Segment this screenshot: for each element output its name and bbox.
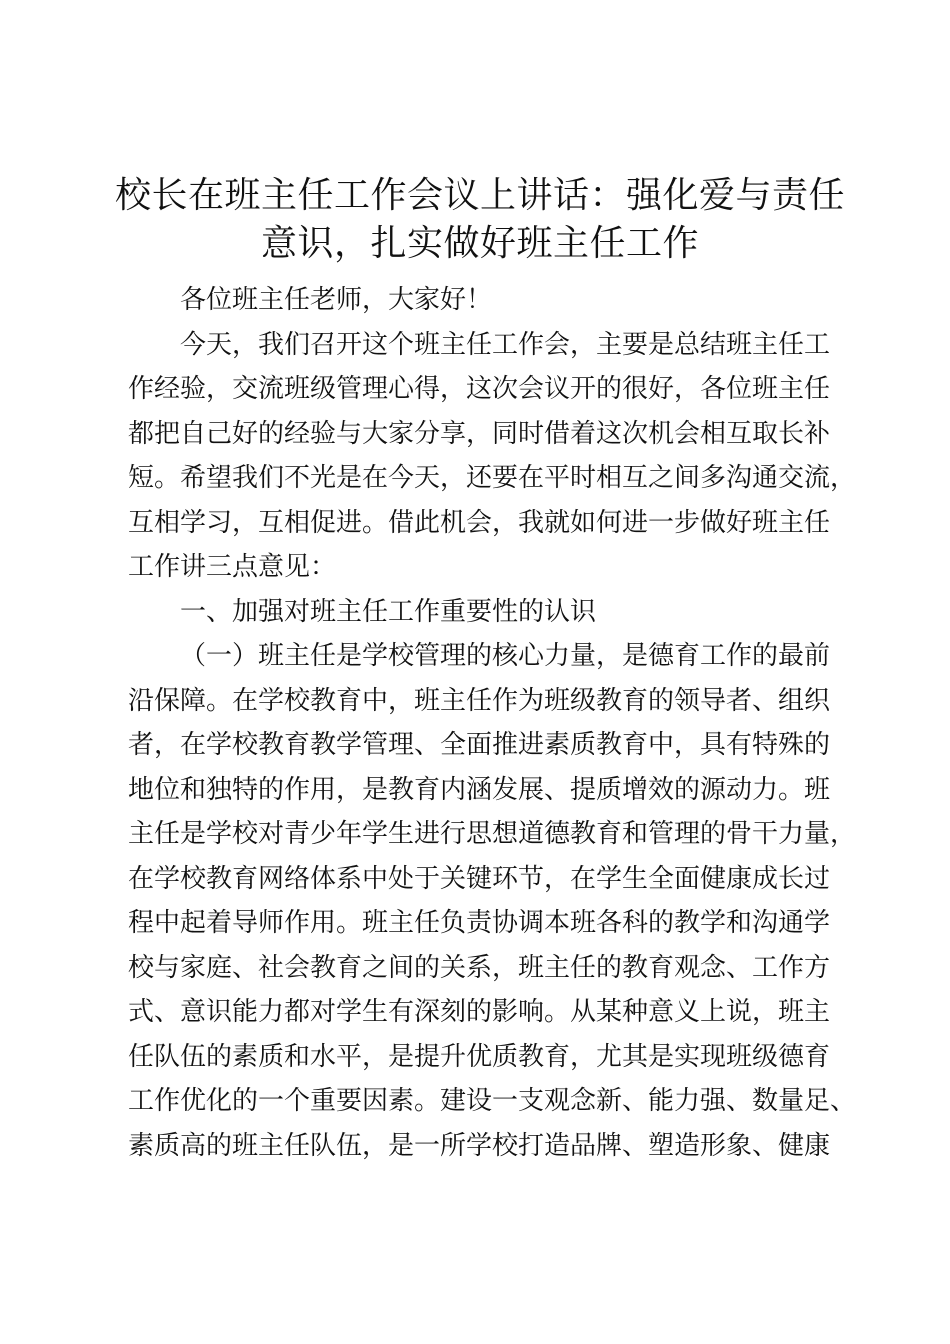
paragraph-1-line: 工作讲三点意见： — [128, 552, 337, 582]
document-title — [110, 172, 850, 268]
title-line-2: 意识，扎实做好班主任工作 — [260, 223, 699, 264]
paragraph-1-line: 短。希望我们不光是在今天，还要在平时相互之间多沟通交流， — [128, 463, 857, 493]
paragraph-2-line: 地位和独特的作用，是教育内涵发展、提质增效的源动力。班 — [128, 774, 831, 805]
paragraph-1-line: 作经验，交流班级管理心得，这次会议开的很好，各位班主任 — [128, 374, 831, 404]
salutation: 各位班主任老师，大家好！ — [180, 285, 493, 315]
paragraph-2-line: 校与家庭、社会教育之间的关系，班主任的教育观念、工作方 — [128, 952, 831, 983]
paragraph-1-line: 都把自己好的经验与大家分享，同时借着这次机会相互取长补 — [128, 418, 831, 449]
title-line-1: 校长在班主任工作会议上讲话：强化爱与责任 — [114, 175, 845, 216]
paragraph-2-line: 主任是学校对青少年学生进行思想道德教育和管理的骨干力量， — [128, 819, 857, 849]
section-heading-1: 一、加强对班主任工作重要性的认识 — [180, 596, 597, 627]
paragraph-2-line: 在学校教育网络体系中处于关键环节，在学生全面健康成长过 — [128, 863, 831, 894]
paragraph-2-line: 素质高的班主任队伍，是一所学校打造品牌、塑造形象、健康 — [128, 1130, 831, 1161]
paragraph-2-line: （一）班主任是学校管理的核心力量，是德育工作的最前 — [180, 641, 831, 671]
document-body — [128, 278, 857, 1168]
paragraph-2-line: 式、意识能力都对学生有深刻的影响。从某种意义上说，班主 — [128, 997, 831, 1027]
paragraph-1-line: 互相学习，互相促进。借此机会，我就如何进一步做好班主任 — [128, 507, 831, 538]
paragraph-2-line: 者，在学校教育教学管理、全面推进素质教育中，具有特殊的 — [128, 730, 831, 760]
paragraph-2-line: 工作优化的一个重要因素。建设一支观念新、能力强、数量足、 — [128, 1086, 857, 1116]
paragraph-2-line: 任队伍的素质和水平，是提升优质教育，尤其是实现班级德育 — [128, 1041, 831, 1072]
paragraph-2-line: 程中起着导师作用。班主任负责协调本班各科的教学和沟通学 — [128, 908, 831, 938]
paragraph-1-line: 今天，我们召开这个班主任工作会，主要是总结班主任工 — [180, 329, 831, 360]
paragraph-2-line: 沿保障。在学校教育中，班主任作为班级教育的领导者、组织 — [128, 685, 831, 716]
